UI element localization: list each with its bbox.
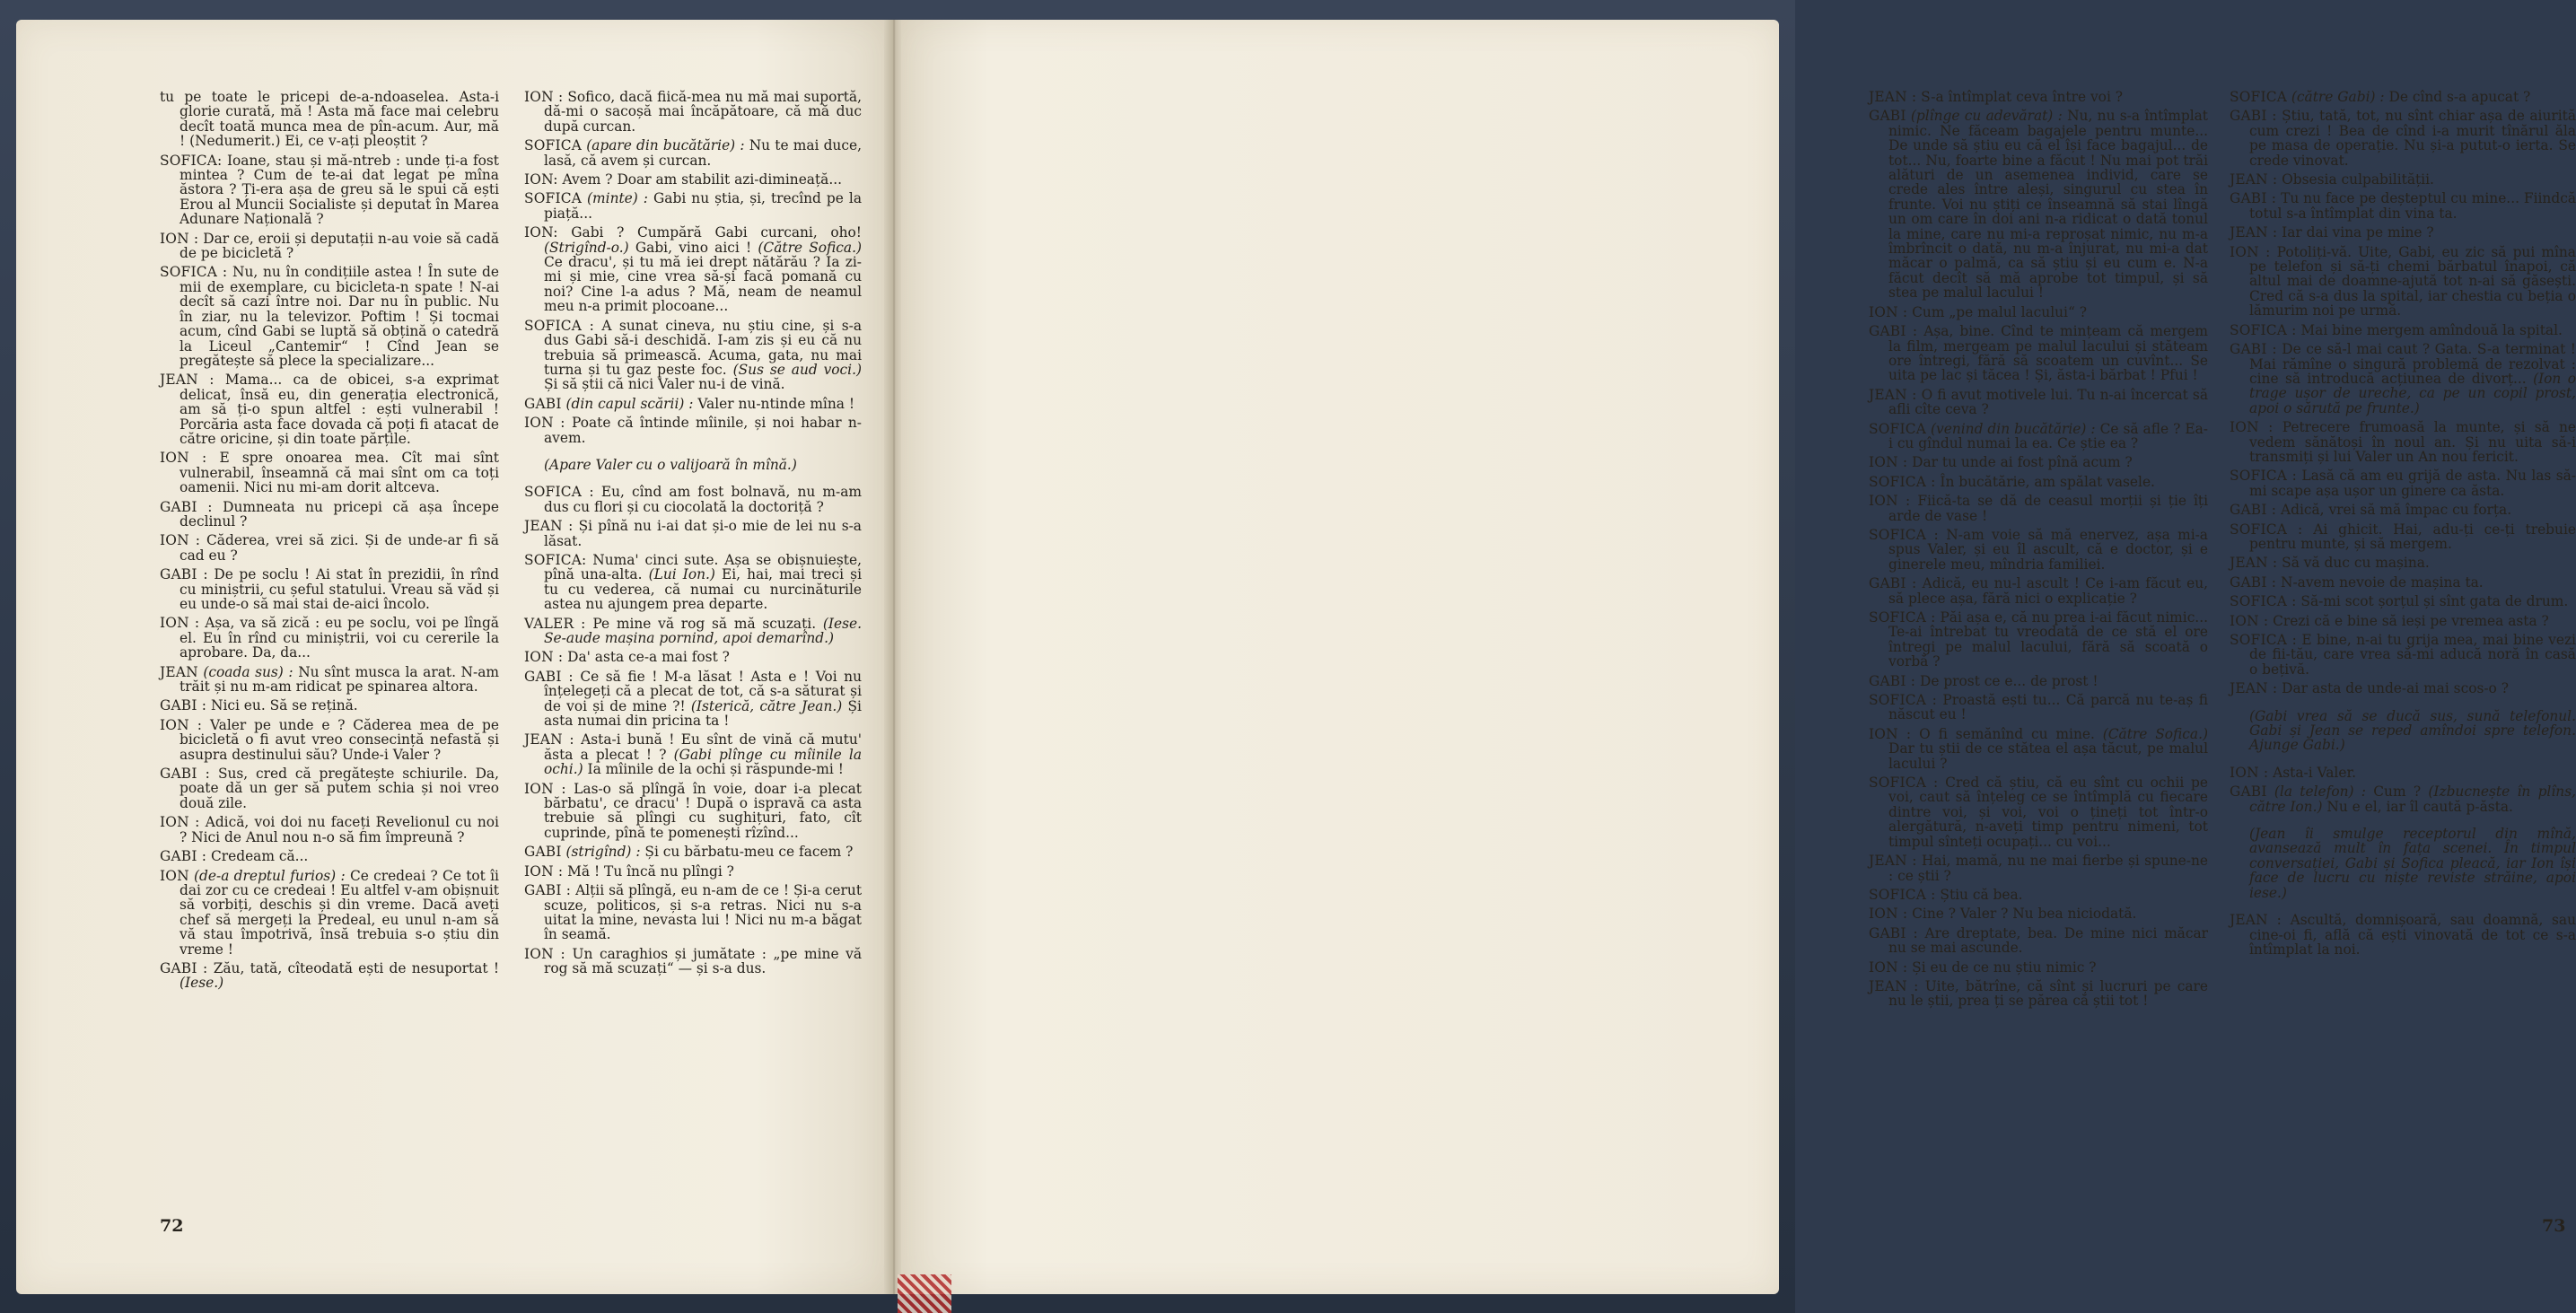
dialogue-text: Să vă duc cu mașina. <box>2282 555 2430 572</box>
dialogue-line <box>524 138 862 168</box>
dialogue-line <box>2230 109 2576 168</box>
dialogue-line <box>524 883 862 942</box>
dialogue-line <box>160 232 499 261</box>
stage-direction-inline: (coada sus) : <box>203 663 294 680</box>
dialogue-text: Așa, bine. Cînd te mințeam că mergem la film, mergeam pe malul lacului și stăteam ore întregi, fără să scoatem un cuvînt... Se uita pe lac și tăcea ! Și, ăsta-i bărbat ! Pfui ! <box>1888 323 2208 384</box>
speaker-name: SOFICA <box>524 190 583 207</box>
dialogue-line <box>1869 674 2208 688</box>
dialogue-text: Ce credeai ? Ce tot îi dai zor cu ce credeai ! Eu altfel v-am obișnuit să vorbiți, deschis și din vreme. Dacă aveți chef să mergeți la Predeal, eu unul n-am să vă stau împotrivă, însă trebuia s-o știu din vreme ! <box>180 867 499 958</box>
dialogue-line <box>524 397 862 411</box>
stage-direction-inline: (Gabi plînge cu mîinile la ochi.) <box>544 746 862 778</box>
dialogue-text: Avem ? Doar am stabilit azi-dimineață... <box>562 171 843 188</box>
dialogue-line <box>160 616 499 660</box>
dialogue-text: Căderea, vrei să zici. Și de unde-ar fi să cad eu ? <box>180 532 499 564</box>
speaker-name: SOFICA : <box>160 264 228 281</box>
speaker-name: ION : <box>1869 906 1908 923</box>
speaker-name: GABI : <box>1869 672 1916 689</box>
speaker-name: GABI : <box>524 668 574 685</box>
left-page <box>16 20 887 1294</box>
dialogue-line <box>524 553 862 612</box>
dialogue-text: Nu e el, iar îl caută p-ăsta. <box>2326 798 2513 815</box>
dialogue-text: Eu, cînd am fost bolnavă, nu m-am dus cu flori și cu ciocolată la doctoriță ? <box>544 484 862 515</box>
stage-direction-inline: (Iese. Se-aude mașina pornind, apoi demarînd.) <box>544 615 862 646</box>
dialogue-line <box>2230 468 2576 498</box>
stage-direction: (Jean îi smulge receptorul din mînă, avansează mult în fața scenei. În timpul conversației, Gabi și Sofica pleacă, iar Ion își face de lucru cu niște reviste străine, apoi iese.) <box>2249 826 2576 901</box>
speaker-name: SOFICA : <box>1869 609 1936 626</box>
speaker-name: ION : <box>1869 493 1911 510</box>
stage-direction-inline: (venind din bucătărie) : <box>1931 420 2096 437</box>
dialogue-text: Las-o să plîngă în voie, doar i-a plecat bărbatu', ce dracu' ! După o ispravă ca asta trebuie să plîngi cu sughițuri, fato, cît cuprinde, pînă te pomenești rîzînd... <box>544 780 862 841</box>
dialogue-text: Ce să fie ! M-a lăsat ! Asta e ! Voi nu înțelegeți că a plecat de tot, că s-a săturat și de voi și de mine ?! <box>544 668 862 714</box>
speaker-name: ION : <box>524 862 564 880</box>
dialogue-line <box>160 766 499 810</box>
bookmark-ribbon <box>898 1274 951 1313</box>
speaker-name: ION : <box>2230 612 2269 629</box>
dialogue-text: Crezi că e bine să ieși pe vremea asta ? <box>2273 612 2549 629</box>
speaker-name: GABI : <box>160 848 207 865</box>
speaker-name: SOFICA : <box>1869 886 1936 903</box>
speaker-name: ION : <box>160 716 203 733</box>
speaker-name: GABI : <box>1869 575 1917 592</box>
speaker-name: SOFICA <box>1869 420 1927 437</box>
speaker-name: JEAN : <box>2230 224 2278 241</box>
dialogue-line <box>1869 305 2208 319</box>
speaker-name: SOFICA : <box>1869 473 1936 490</box>
dialogue-text: Uite, bătrîne, că sînt și lucruri pe care nu le știi, prea ți se părea că știi tot ! <box>1888 977 2208 1010</box>
dialogue-line <box>2230 191 2576 221</box>
speaker-name: ION : <box>160 230 199 247</box>
speaker-name: ION : <box>524 945 565 962</box>
dialogue-text: Poate că întinde mîinile, și noi habar n-avem. <box>544 415 862 446</box>
speaker-name: ION : <box>160 814 200 831</box>
dialogue-text: Adică, voi doi nu faceți Revelionul cu noi ? Nici de Anul nou n-o să fim împreună ? <box>180 814 499 845</box>
dialogue-line <box>160 451 499 495</box>
dialogue-line <box>524 519 862 548</box>
dialogue-line <box>524 191 862 221</box>
dialogue-line <box>1869 475 2208 489</box>
speaker-name: JEAN : <box>2230 171 2278 188</box>
dialogue-text: Da' asta ce-a mai fost ? <box>567 649 730 666</box>
dialogue-text: Adică, vrei să mă împac cu forța. <box>2280 502 2512 519</box>
dialogue-text: Un caraghios și jumătate : „pe mine vă rog să mă scuzați“ — și s-a dus. <box>544 945 862 977</box>
speaker-name: ION : <box>1869 303 1908 320</box>
dialogue-line <box>1869 926 2208 956</box>
stage-direction-inline: (minte) : <box>587 190 648 207</box>
speaker-name: JEAN : <box>2230 912 2282 929</box>
dialogue-text: De ce să-l mai caut ? Gata. S-a terminat ! Mai rămîne o singură problemă de rezolvat : cine să introducă acțiunea de divorț... <box>2249 341 2576 387</box>
speaker-name: GABI : <box>160 498 213 515</box>
dialogue-text: Alții să plîngă, eu n-am de ce ! Și-a cerut scuze, politicos, și s-a retras. Nici nu s-a uitat la mine, nevasta lui ! Nici nu m-a băgat în seamă. <box>544 882 862 943</box>
speaker-name: GABI : <box>1869 323 1918 340</box>
dialogue-line <box>2230 342 2576 416</box>
dialogue-text: Mai bine mergem amîndouă la spital. <box>2300 321 2563 338</box>
speaker-name: SOFICA <box>524 137 583 154</box>
dialogue-text: Păi așa e, că nu prea i-ai făcut nimic... Te-ai întrebat tu vreodată de ce stă el ore întregi pe malul lacului, fără să scoată o vorbă ? <box>1888 609 2208 670</box>
dialogue-text: Valer nu-ntinde mîna ! <box>697 395 855 412</box>
dialogue-text: N-am voie să mă enervez, așa mi-a spus Valer, și eu îl ascult, că e doctor, și e ginerele meu, mîndria familiei. <box>1888 526 2208 573</box>
speaker-name: ION: <box>524 224 558 241</box>
speaker-name: JEAN <box>160 663 198 680</box>
stage-direction: (Gabi vrea să se ducă sus, sună telefonul. Gabi și Jean se reped amîndoi spre telefon. Ajunge Gabi.) <box>2249 707 2576 754</box>
speaker-name: JEAN : <box>1869 386 1917 403</box>
speaker-name: JEAN : <box>1869 853 1917 870</box>
dialogue-line <box>524 485 862 514</box>
dialogue-text: O fi avut motivele lui. Tu n-ai încercat să afli cîte ceva ? <box>1888 386 2208 418</box>
dialogue-text: Ce dracu', și tu mă iei drept nătărău ? Ia zi-mi și mie, cine vrea să-și facă pomană cu noi? Cine l-a adus ? Mă, neam de neamul meu n-a primit plocoane... <box>544 254 862 315</box>
speaker-name: GABI : <box>2230 573 2277 591</box>
stage-direction-inline: (strigînd) : <box>565 844 641 861</box>
speaker-name: JEAN : <box>2230 555 2278 572</box>
speaker-name: ION : <box>160 532 201 549</box>
dialogue-line <box>524 225 862 313</box>
dialogue-text: Fiică-ta se dă de ceasul morții și ție îți arde de vase ! <box>1888 493 2208 524</box>
speaker-name: ION : <box>2230 243 2271 260</box>
speaker-name: GABI : <box>160 566 208 583</box>
dialogue-line <box>524 845 862 859</box>
speaker-name: ION: <box>524 171 558 188</box>
dialogue-line <box>1869 888 2208 902</box>
dialogue-text: Obsesia culpabilității. <box>2282 171 2434 188</box>
stage-direction-inline: (plînge cu adevărat) : <box>1910 108 2063 125</box>
dialogue-text: În bucătărie, am spălat vasele. <box>1940 473 2155 490</box>
dialogue-text: Ia mîinile de la ochi și răspunde-mi ! <box>587 761 844 778</box>
speaker-name: SOFICA: <box>524 551 587 568</box>
dialogue-text: Dar tu unde ai fost pînă acum ? <box>1912 454 2133 471</box>
dialogue-line <box>2230 172 2576 187</box>
stage-direction-inline: (din capul scării) : <box>565 395 694 412</box>
left-page-column-2 <box>524 90 862 981</box>
dialogue-line <box>2230 913 2576 957</box>
dialogue-text: De pe soclu ! Ai stat în prezidii, în rînd cu miniștrii, cu șeful statului. Vreau să văd și eu unde-o să mai stai de-aici încolo. <box>180 566 499 612</box>
right-page <box>901 20 2576 1294</box>
dialogue-text: Tu nu face pe deșteptul cu mine... Fiindcă totul s-a întîmplat din vina ta. <box>2249 190 2576 222</box>
dialogue-line <box>160 869 499 957</box>
speaker-name: GABI : <box>2230 108 2277 125</box>
dialogue-line <box>524 617 862 646</box>
dialogue-line <box>160 90 499 149</box>
dialogue-line <box>2230 522 2576 552</box>
dialogue-line <box>524 864 862 879</box>
dialogue-text: Și pînă nu i-ai dat și-o mie de lei nu s-a lăsat. <box>544 518 862 549</box>
dialogue-line <box>1869 455 2208 469</box>
dialogue-line <box>524 670 862 729</box>
dialogue-line <box>1869 109 2208 300</box>
dialogue-line <box>1869 960 2208 975</box>
speaker-name: GABI : <box>160 697 207 714</box>
dialogue-text: Ai ghicit. Hai, adu-ți ce-ți trebuie pentru munte, și să mergem. <box>2249 521 2576 552</box>
dialogue-line <box>524 782 862 841</box>
dialogue-line <box>524 416 862 445</box>
stage-direction-inline: (apare din bucătărie) : <box>586 137 745 154</box>
dialogue-text: Ei, hai, mai treci și tu cu vederea, că numai cu nurcinăturile astea nu ajungem prea departe. <box>544 566 862 613</box>
dialogue-text: Nu te mai duce, lasă, că avem și curcan. <box>544 137 862 169</box>
dialogue-line <box>2230 594 2576 608</box>
speaker-name: GABI <box>524 395 562 412</box>
dialogue-text: Știu, tată, tot, nu sînt chiar așa de aiurită cum crezi ! Bea de cînd i-a murit tînărul ăla pe masa de operație. Nu și-a putut-o ierta. Se crede vinovat. <box>2249 108 2576 169</box>
dialogue-text: Asta-i Valer. <box>2273 764 2357 781</box>
dialogue-text: Și eu de ce nu știu nimic ? <box>1912 958 2097 976</box>
dialogue-text: Dumneata nu pricepi că așa începe declinul ? <box>180 498 499 530</box>
dialogue-text: Mama... ca de obicei, s-a exprimat delicat, însă eu, din generația electronică, am să ți-o spun altfel : ești vulnerabil ! Porcăria asta face dovada că poți fi atacat de către oricine, și din toate părțile. <box>180 372 499 447</box>
right-page-column-1 <box>1869 90 2208 1013</box>
speaker-name: GABI : <box>1869 924 1918 941</box>
dialogue-text: Ascultă, domnișoară, sau doamnă, sau cine-oi fi, află că ești vinovată de tot ce s-a întîmplat la noi. <box>2249 912 2576 958</box>
speaker-name: SOFICA : <box>2230 632 2297 648</box>
speaker-name: GABI <box>1869 108 1906 125</box>
dialogue-text: Cum ? <box>2373 783 2422 801</box>
dialogue-text: Proastă ești tu... Că parcă nu te-aș fi născut eu ! <box>1888 692 2208 723</box>
speaker-name: JEAN : <box>160 372 215 389</box>
dialogue-text: E spre onoarea mea. Cît mai sînt vulnerabil, înseamnă că mai sînt om ca toți oamenii. Nici nu mi-am dorit altceva. <box>180 450 499 496</box>
dialogue-line <box>160 567 499 611</box>
dialogue-line <box>1869 727 2208 771</box>
dialogue-text: Nu, nu în condițiile astea ! În sute de mii de exemplare, cu bicicleta-n spate ! N-ai decît să cazi între noi. Dar nu în public. Nu în ziar, nu la televizor. Poftim ! Și tocmai acum, cînd Gabi se luptă să obțină o catedră la Liceul „Cantemir“ ! Cînd Jean se pregătește să plece la specializare... <box>180 264 500 369</box>
stage-direction-inline: (Iese.) <box>180 975 224 992</box>
speaker-name: SOFICA : <box>2230 321 2297 338</box>
speaker-name: SOFICA : <box>1869 775 1939 792</box>
speaker-name: ION : <box>1869 725 1912 742</box>
dialogue-text: Și cu bărbatu-meu ce facem ? <box>644 844 854 861</box>
dialogue-text: Știu că bea. <box>1940 886 2023 903</box>
dialogue-text: Ioane, stau și mă-ntreb : unde ți-a fost mintea ? Cum de te-ai dat legat pe mîna ăstora ? Ți-era așa de greu să le spui că ești Erou al Muncii Socialiste și deputat în Marea Adunare Națională ? <box>180 152 499 228</box>
dialogue-text: Hai, mamă, nu ne mai fierbe și spune-ne : ce știi ? <box>1888 853 2208 884</box>
dialogue-text: O fi semănînd cu mine. <box>1919 725 2095 742</box>
dialogue-line <box>160 665 499 695</box>
dialogue-line <box>1869 324 2208 383</box>
dialogue-line <box>1869 388 2208 417</box>
dialogue-line <box>1869 90 2208 104</box>
right-page-number: 73 <box>2542 1216 2566 1236</box>
dialogue-text: Să-mi scot șorțul și sînt gata de drum. <box>2300 593 2569 610</box>
dialogue-line <box>524 650 862 664</box>
speaker-name: JEAN : <box>524 518 574 535</box>
stage-direction-inline: (de-a dreptul furios) : <box>194 867 346 884</box>
speaker-name: JEAN : <box>1869 89 1917 105</box>
dialogue-text: Așa, va să zică : eu pe soclu, voi pe lîngă el. Eu în rînd cu miniștrii, voi cu cererile la aprobare. Da, da... <box>180 615 499 661</box>
dialogue-line <box>1869 853 2208 883</box>
dialogue-line <box>160 153 499 227</box>
dialogue-text: Potoliți-vă. Uite, Gabi, eu zic să pui mîna pe telefon și să-ți chemi bărbatul înapoi, că altul mai de doamne-ajută tot n-ai să găsești. Cred că s-a dus la spital, iar chestia cu beția o lămurim noi pe urmă. <box>2249 243 2576 319</box>
dialogue-text: Și să știi că nici Valer nu-i de vină. <box>544 376 785 393</box>
dialogue-text: Nu sînt musca la arat. N-am trăit și nu m-am ridicat pe spinarea altora. <box>180 663 499 696</box>
speaker-name: JEAN : <box>524 731 574 748</box>
speaker-name: ION : <box>160 450 207 467</box>
speaker-name: ION : <box>1869 454 1908 471</box>
stage-direction-inline: (Sus se aud voci.) <box>732 361 862 378</box>
stage-direction-inline: (la telefon) : <box>2274 783 2366 801</box>
dialogue-line <box>160 500 499 530</box>
dialogue-line <box>160 372 499 446</box>
dialogue-line <box>524 90 862 134</box>
speaker-name: GABI : <box>524 882 572 899</box>
stage-direction-inline: (Isterică, către Jean.) <box>690 697 843 714</box>
dialogue-text: Valer pe unde e ? Căderea mea de pe bicicletă o fi avut vreo consecință nefastă și asupra destinului său? Unde-i Valer ? <box>180 716 499 763</box>
dialogue-line <box>524 319 862 392</box>
dialogue-text: Iar dai vina pe mine ? <box>2282 224 2434 241</box>
speaker-name: SOFICA : <box>1869 692 1937 709</box>
speaker-name: GABI <box>2230 783 2267 801</box>
speaker-name: GABI : <box>2230 502 2277 519</box>
dialogue-text: Lasă că am eu grijă de asta. Nu las să-mi scape așa ușor un ginere ca ăsta. <box>2249 468 2576 499</box>
dialogue-line <box>2230 225 2576 240</box>
dialogue-line <box>2230 784 2576 814</box>
dialogue-text: Mă ! Tu încă nu plîngi ? <box>567 862 734 880</box>
dialogue-line <box>2230 614 2576 628</box>
speaker-name: ION : <box>1869 958 1908 976</box>
dialogue-line <box>160 849 499 863</box>
stage-direction-inline: (Către Sofica.) <box>2102 725 2208 742</box>
speaker-name: GABI <box>524 844 562 861</box>
dialogue-text: Gabi nu știa, și, trecînd pe la piață... <box>544 190 862 222</box>
dialogue-line <box>1869 693 2208 722</box>
dialogue-line <box>2230 503 2576 517</box>
dialogue-line <box>1869 775 2208 849</box>
dialogue-line <box>160 961 499 991</box>
stage-direction: (Apare Valer cu o valijoară în mînă.) <box>544 456 797 473</box>
dialogue-line <box>2230 420 2576 464</box>
dialogue-text: Cum „pe malul lacului“ ? <box>1912 303 2087 320</box>
dialogue-text: Nici eu. Să se rețină. <box>210 697 358 714</box>
dialogue-line <box>524 732 862 776</box>
speaker-name: ION : <box>524 649 564 666</box>
dialogue-line <box>2230 90 2576 104</box>
dialogue-line <box>160 533 499 563</box>
dialogue-text: E bine, n-ai tu grija mea, mai bine vezi de fii-tău, care vrea să-mi aducă noră în casă o bețivă. <box>2249 632 2576 678</box>
speaker-name: ION : <box>2230 419 2274 436</box>
speaker-name: ION : <box>2230 764 2269 781</box>
speaker-name: JEAN : <box>1869 977 1919 994</box>
dialogue-text: N-avem nevoie de mașina ta. <box>2280 573 2484 591</box>
dialogue-line <box>2230 681 2576 696</box>
dialogue-line <box>1869 528 2208 572</box>
stage-direction-inline: (Lui Ion.) <box>648 566 715 583</box>
dialogue-text: Asta-i bună ! Eu sînt de vină că mutu' ăsta a plecat ! ? <box>544 731 862 763</box>
dialogue-line <box>524 172 862 187</box>
speaker-name: GABI : <box>2230 341 2277 358</box>
speaker-name: ION : <box>524 780 566 797</box>
dialogue-text: Cine ? Valer ? Nu bea niciodată. <box>1912 906 2137 923</box>
dialogue-text: Numa' cinci sute. Așa se obișnuiește, pînă una-alta. <box>544 551 862 583</box>
dialogue-line <box>2230 633 2576 677</box>
dialogue-text: Dar ce, eroii și deputații n-au voie să cadă de pe bicicletă ? <box>180 230 499 262</box>
dialogue-text: Gabi ? Cumpără Gabi curcani, oho! <box>571 224 862 241</box>
speaker-name: SOFICA : <box>524 484 594 501</box>
dialogue-text: Cred că știu, că eu sînt cu ochii pe voi, caut să înțeleg ce se întîmplă cu fiecare dintre voi, și voi, voi o țineți tot într-o alergătură, n-aveți timp pentru nimeni, tot timpul sînteți ocupați... cu voi... <box>1888 775 2208 850</box>
left-page-column-1 <box>160 90 499 995</box>
dialogue-text: De cînd s-a apucat ? <box>2388 89 2531 105</box>
speaker-name: SOFICA : <box>2230 593 2297 610</box>
speaker-name: SOFICA: <box>160 152 223 169</box>
stage-direction-inline: (Strigînd-o.) <box>544 239 629 256</box>
right-page-column-2 <box>2230 90 2576 961</box>
dialogue-text: Zău, tată, cîteodată ești de nesuportat ! <box>213 959 500 976</box>
dialogue-line <box>2230 323 2576 337</box>
dialogue-text: Sus, cred că pregătește schiurile. Da, poate dă un ger să putem schia și noi vreo două zile. <box>180 766 499 811</box>
dialogue-text: De prost ce e... de prost ! <box>1919 672 2098 689</box>
dialogue-line <box>524 947 862 976</box>
dialogue-line <box>160 265 499 368</box>
speaker-name: GABI : <box>160 959 208 976</box>
speaker-name: GABI : <box>160 766 211 783</box>
dialogue-line <box>160 698 499 713</box>
dialogue-text: Nu, nu s-a întîmplat nimic. Ne făceam bagajele pentru munte... De unde să știu eu că el își face bagajul... de tot... Nu, foarte bine a făcut ! Nu mai pot trăi alături de un asemenea individ, care se crede ales între aleși, singurul cu stea în frunte. Voi nu știți ce înseamnă să stai lîngă un om care în doi ani n-a ridicat o dată tonul la mine, care nu mi-a reproșat nimic, nu m-a îmbrîncit o dată, nu m-a înjurat, nu mi-a dat măcar o palmă, ca să știu și eu cum e. N-a făcut decît să mă aprobe tot timpul, și să stea pe malul lacului ! <box>1888 108 2208 302</box>
speaker-name: ION <box>160 867 189 884</box>
dialogue-line <box>1869 494 2208 523</box>
dialogue-line <box>1869 906 2208 921</box>
speaker-name: JEAN : <box>2230 680 2278 697</box>
dialogue-line <box>1869 576 2208 606</box>
left-page-number: 72 <box>160 1216 184 1236</box>
speaker-name: SOFICA : <box>1869 526 1939 543</box>
dialogue-line <box>160 815 499 845</box>
speaker-name: ION : <box>524 415 565 432</box>
dialogue-line <box>1869 610 2208 670</box>
dialogue-text: tu pe toate le pricepi de-a-ndoaselea. Asta-i glorie curată, mă ! Asta mă face mai celebru decît toată munca mea de pîn-acum. Aur, mă ! (Nedumerit.) Ei, ce v-ați pleoștit ? <box>160 89 499 150</box>
stage-direction-inline: (Către Sofica.) <box>758 239 862 256</box>
dialogue-text: Dar tu știi de ce stătea el așa tăcut, pe malul lacului ? <box>1888 740 2208 772</box>
speaker-name: SOFICA : <box>2230 521 2303 538</box>
dialogue-text: Sofico, dacă fiică-mea nu mă mai suportă, dă-mi o sacoșă mai încăpătoare, că mă duc după curcan. <box>544 89 862 135</box>
dialogue-line <box>2230 575 2576 590</box>
speaker-name: GABI : <box>2230 190 2277 207</box>
speaker-name: SOFICA <box>2230 89 2288 105</box>
dialogue-text: Credeam că... <box>210 848 309 865</box>
dialogue-line <box>2230 556 2576 570</box>
dialogue-line <box>2230 766 2576 780</box>
speaker-name: ION : <box>160 615 200 632</box>
dialogue-text: Adică, eu nu-l ascult ! Ce i-am făcut eu, să plece așa, fără nici o explicație ? <box>1888 575 2209 607</box>
dialogue-text: Gabi, vino aici ! <box>635 239 752 256</box>
dialogue-line <box>2230 245 2576 319</box>
stage-direction-inline: (către Gabi) : <box>2291 89 2385 105</box>
dialogue-text: Are dreptate, bea. De mine nici măcar nu se mai ascunde. <box>1888 924 2208 957</box>
dialogue-line <box>1869 422 2208 451</box>
dialogue-text: Pe mine vă rog să mă scuzați. <box>592 615 817 632</box>
dialogue-text: A sunat cineva, nu știu cine, și s-a dus Gabi să-i deschidă. I-am zis și eu că nu trebuia să primească. Acuma, gata, nu mai turna și tu gaz peste foc. <box>544 317 862 378</box>
dialogue-text: Dar asta de unde-ai mai scos-o ? <box>2282 680 2509 697</box>
speaker-name: ION : <box>524 89 564 105</box>
dialogue-line <box>160 718 499 762</box>
dialogue-text: Și asta numai din pricina ta ! <box>544 697 862 730</box>
speaker-name: SOFICA : <box>524 317 594 334</box>
dialogue-text: Petrecere frumoasă la munte, și să ne vedem sănătoși în noul an. Și nu uita să-i transmiți și lui Valer un An nou fericit. <box>2249 419 2576 465</box>
stage-direction-inline: (Ion o trage ușor de ureche, ca pe un copil prost, apoi o sărută pe frunte.) <box>2249 370 2576 416</box>
speaker-name: VALER : <box>524 615 586 632</box>
dialogue-text: Ce să afle ? Ea-i cu gîndul numai la ea. Ce știe ea ? <box>1888 420 2208 451</box>
dialogue-line <box>1869 979 2208 1009</box>
speaker-name: SOFICA : <box>2230 468 2297 485</box>
dialogue-text: S-a întîmplat ceva între voi ? <box>1921 89 2124 105</box>
stage-direction-inline: (Izbucnește în plîns, către Ion.) <box>2249 783 2576 815</box>
